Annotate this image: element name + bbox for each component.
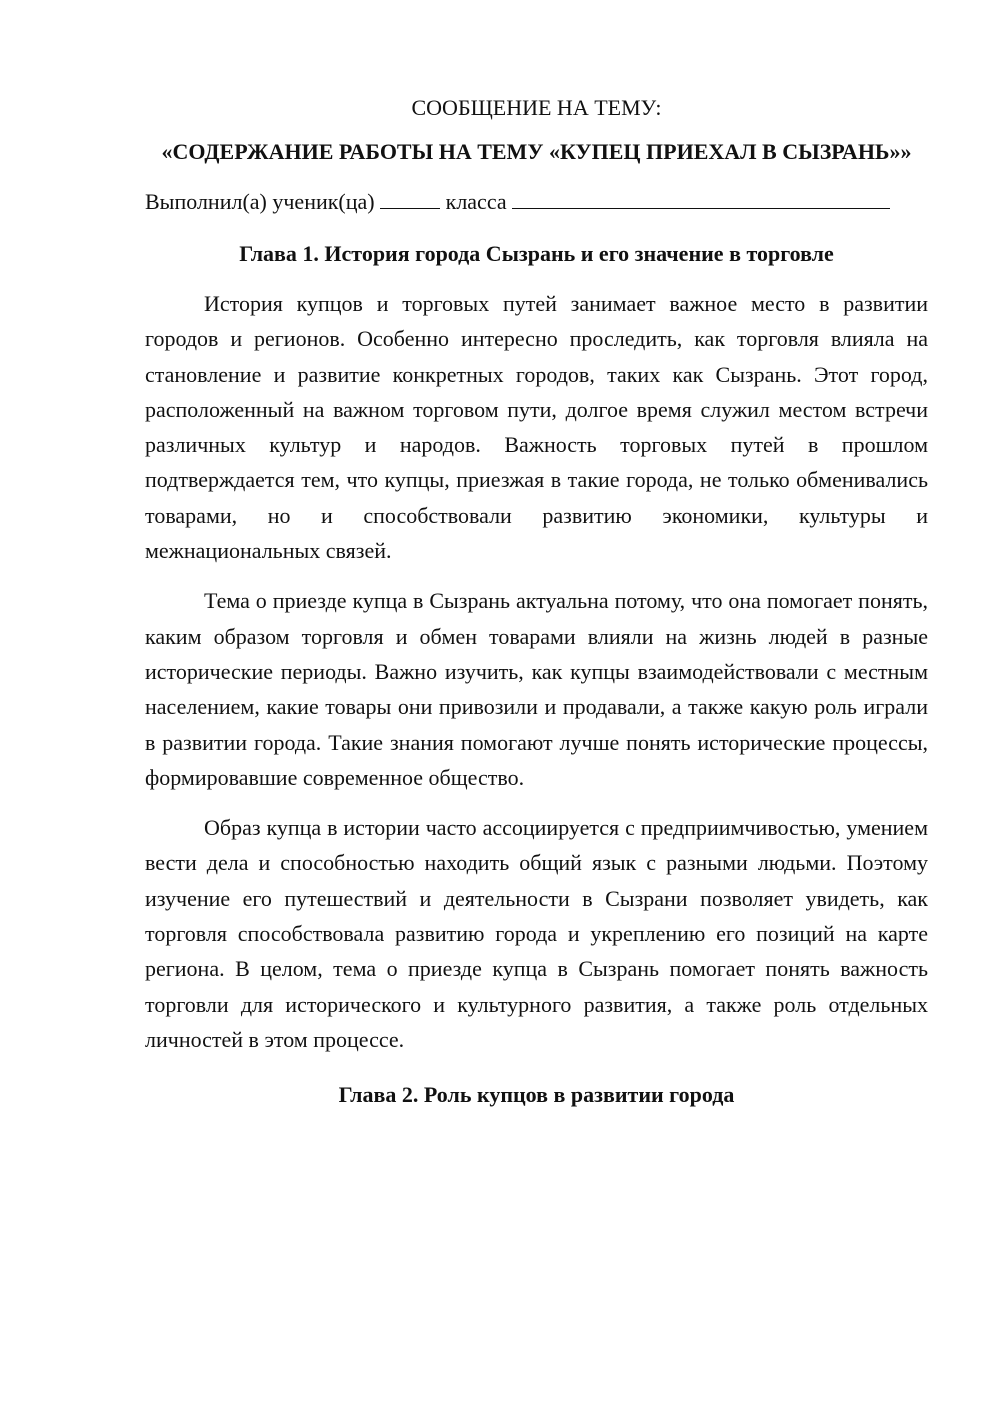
document-title: «СОДЕРЖАНИЕ РАБОТЫ НА ТЕМУ «КУПЕЦ ПРИЕХАЛ В СЫЗРАНЬ»»	[161, 139, 912, 164]
paragraph: История купцов и торговых путей занимает важное место в развитии городов и регионов. Особенно интересно проследить, как торговля влияла на становление и развитие конкретных городов, таких как Сызрань. Этот город, расположенный на важном торговом пути, долгое время служил местом встречи различных культур и народов. Важность торговых путей в прошлом подтверждается тем, что купцы, приезжая в такие города, не только обменивались товарами, но и способствовали развитию экономики, культуры и межнациональных связей.	[145, 291, 928, 564]
author-line	[145, 186, 928, 218]
student-name-blank	[512, 186, 890, 209]
document-header: СООБЩЕНИЕ НА ТЕМУ:	[411, 95, 662, 120]
chapter-1-heading: Глава 1. История города Сызрань и его значение в торговле	[239, 241, 834, 266]
class-label: класса	[445, 189, 507, 214]
chapter-2-heading: Глава 2. Роль купцов в развитии города	[338, 1082, 735, 1108]
author-label: Выполнил(а) ученик(ца)	[145, 189, 375, 214]
document-page	[145, 92, 928, 1111]
class-number-blank	[380, 186, 440, 209]
paragraph: Образ купца в истории часто ассоциируется с предприимчивостью, умением вести дела и способностью находить общий язык с разными людьми. Поэтому изучение его путешествий и деятельности в Сызрани позволяет увидеть, как торговля способствовала развитию города и укреплению его позиций на карте региона. В целом, тема о приезде купца в Сызрань помогает понять важность торговли для исторического и культурного развития, а также роль отдельных личностей в этом процессе.	[145, 815, 928, 1052]
paragraph: Тема о приезде купца в Сызрань актуальна потому, что она помогает понять, каким образом торговля и обмен товарами влияли на жизнь людей в разные исторические периоды. Важно изучить, как купцы взаимодействовали с местным населением, какие товары они привозили и продавали, а также какую роль играли в развитии города. Такие знания помогают лучше понять исторические процессы, формировавшие современное общество.	[145, 588, 928, 790]
